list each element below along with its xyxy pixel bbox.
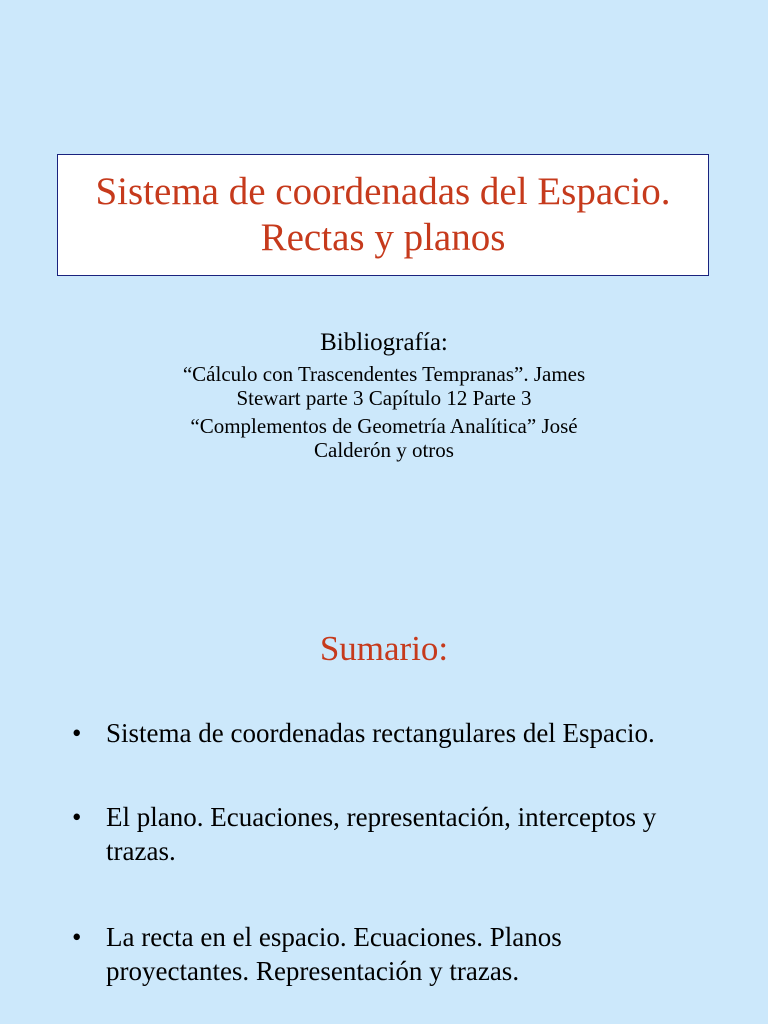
reference-line: “Cálculo con Trascendentes Tempranas”. James — [182, 362, 586, 386]
reference-line: “Complementos de Geometría Analítica” José — [190, 414, 578, 438]
list-item-text: Sistema de coordenadas rectangulares del Espacio. — [106, 718, 655, 748]
list-item-text: El plano. Ecuaciones, representación, interceptos y — [106, 802, 657, 832]
list-item — [72, 920, 742, 988]
list-item — [72, 800, 742, 868]
title-line-2: Rectas y planos — [260, 216, 506, 259]
bibliography-reference — [0, 414, 768, 462]
list-item-text: proyectantes. Representación y trazas. — [106, 956, 520, 986]
summary-heading: Sumario: — [319, 629, 449, 668]
bibliography-section — [0, 328, 768, 466]
bibliography-heading: Bibliografía: — [320, 329, 448, 356]
list-item-text: trazas. — [106, 836, 176, 866]
bullet-icon: • — [72, 718, 82, 748]
bullet-icon: • — [72, 922, 82, 952]
list-item-text: La recta en el espacio. Ecuaciones. Planos — [106, 922, 562, 952]
summary-list — [72, 716, 742, 988]
list-item — [72, 716, 742, 750]
reference-line: Stewart parte 3 Capítulo 12 Parte 3 — [236, 386, 532, 410]
bullet-icon: • — [72, 802, 82, 832]
title-line-1: Sistema de coordenadas del Espacio. — [95, 170, 671, 213]
title-box — [57, 154, 709, 276]
reference-line: Calderón y otros — [314, 438, 454, 462]
bibliography-reference — [0, 362, 768, 410]
